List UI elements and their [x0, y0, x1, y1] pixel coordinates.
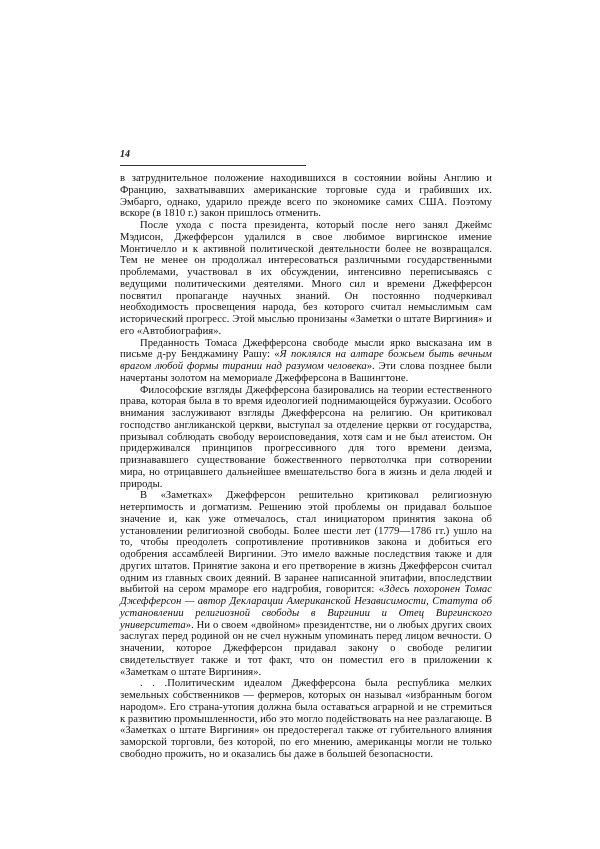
epitaph-italic: Здесь похоронен Томас Джефферсон — автор Декларации Американской Независимости, Статута об установлении религиозной свободы в Виргинии и Отец Виргинского университета: [120, 584, 493, 631]
paragraph: . . .Политическим идеалом Джефферсона была республика мелких земельных собственников — фермеров, которых он называл «избранным богом народом». Его страна-утопия должна была оставаться аграрной и не стремиться к развитию промышленности, ибо это могло подействовать на нее разлагающе. В «Заметках о штате Виргиния» он предостерегал также от губительного влияния заморской торговли, без которой, по его мнению, американцы могли не только свободно прожить, но и оказались бы даже в большей безопасности.: [120, 678, 492, 760]
header-rule: [120, 165, 306, 166]
paragraph: Философские взгляды Джефферсона базировались на теории естественного права, которая была в то время идеологией поднимающейся буржуазии. Особого внимания заслуживают взгляды Джефферсона на религию. Он критиковал господство англиканской церкви, выступал за отделение церкви от государства, призывал соблюдать свободу вероисповедания, хотя сам и не был атеистом. Он придерживался принципов прогрессивного для того времени деизма, признававшего существование божественного первотолчка при сотворении мира, но отрицавшего дальнейшее вмешательство бога в жизнь и дела людей и природы.: [120, 384, 492, 490]
paragraph: Преданность Томаса Джефферсона свободе мысли ярко высказана им в письме д-ру Бенджамину Рашу: «Я поклялся на алтаре божьем быть вечным врагом любой формы тирании над разумом человека». Эти слова позднее были начертаны золотом на мемориале Джефферсона в Вашингтоне.: [120, 337, 493, 384]
page-number: 14: [120, 149, 130, 160]
quote-italic: Я поклялся на алтаре божьем быть вечным врагом любой формы тирании над разумом человека: [120, 349, 492, 372]
body-text: [120, 173, 492, 761]
paragraph: После ухода с поста президента, который после него занял Джеймс Мэдисон, Джефферсон удалился в свое любимое виргинское имение Монтичелло и к активной политической деятельности более не возвращался. Тем не менее он продолжал интересоваться различными государственными проблемами, участвовал в их обсуждении, интенсивно переписываясь с ведущими политическими деятелями. Много сил и времени Джефферсон посвятил пропаганде научных знаний. Он постоянно подчеркивал необходимость просвещения народа, без которого считал немыслимым сам исторический прогресс. Этой мыслью пронизаны «Заметки о штате Виргиния» и его «Автобиография».: [120, 220, 492, 337]
paragraph: В «Заметках» Джефферсон решительно критиковал религиозную нетерпимость и догматизм. Решению этой проблемы он придавал большое значение и, как уже отмечалось, стал инициатором принятия закона об установлении религиозной свободы. Более шести лет (1779—1786 гг.) ушло на то, чтобы преодолеть сопротивление противников закона и добиться его одобрения ассамблеей Виргинии. Это имело важные последствия также и для других штатов. Принятие закона и его претворение в жизнь Джефферсон считал одним из главных своих деяний. В заранее написанной эпитафии, впоследствии выбитой на сером мраморе его надгробия, говорится: «Здесь похоронен Томас Джефферсон — автор Декларации Американской Независимости, Статута об установлении религиозной свободы в Виргинии и Отец Виргинского университета». Ни о своем «двойном» президентстве, ни о любых других своих заслугах перед родиной он не счел нужным упоминать перед лицом вечности. О значении, которое Джефферсон придавал закону о свободе религии свидетельствует также и тот факт, что он поместил его в приложении к «Заметкам о штате Виргиния».: [120, 490, 493, 678]
paragraph: в затруднительное положение находившихся в состоянии войны Англию и Францию, захватывавших американские торговые суда и грабивших их. Эмбарго, однако, ударило прежде всего по экономике самих США. Поэтому вскоре (в 1810 г.) закон пришлось отменить.: [120, 173, 492, 220]
